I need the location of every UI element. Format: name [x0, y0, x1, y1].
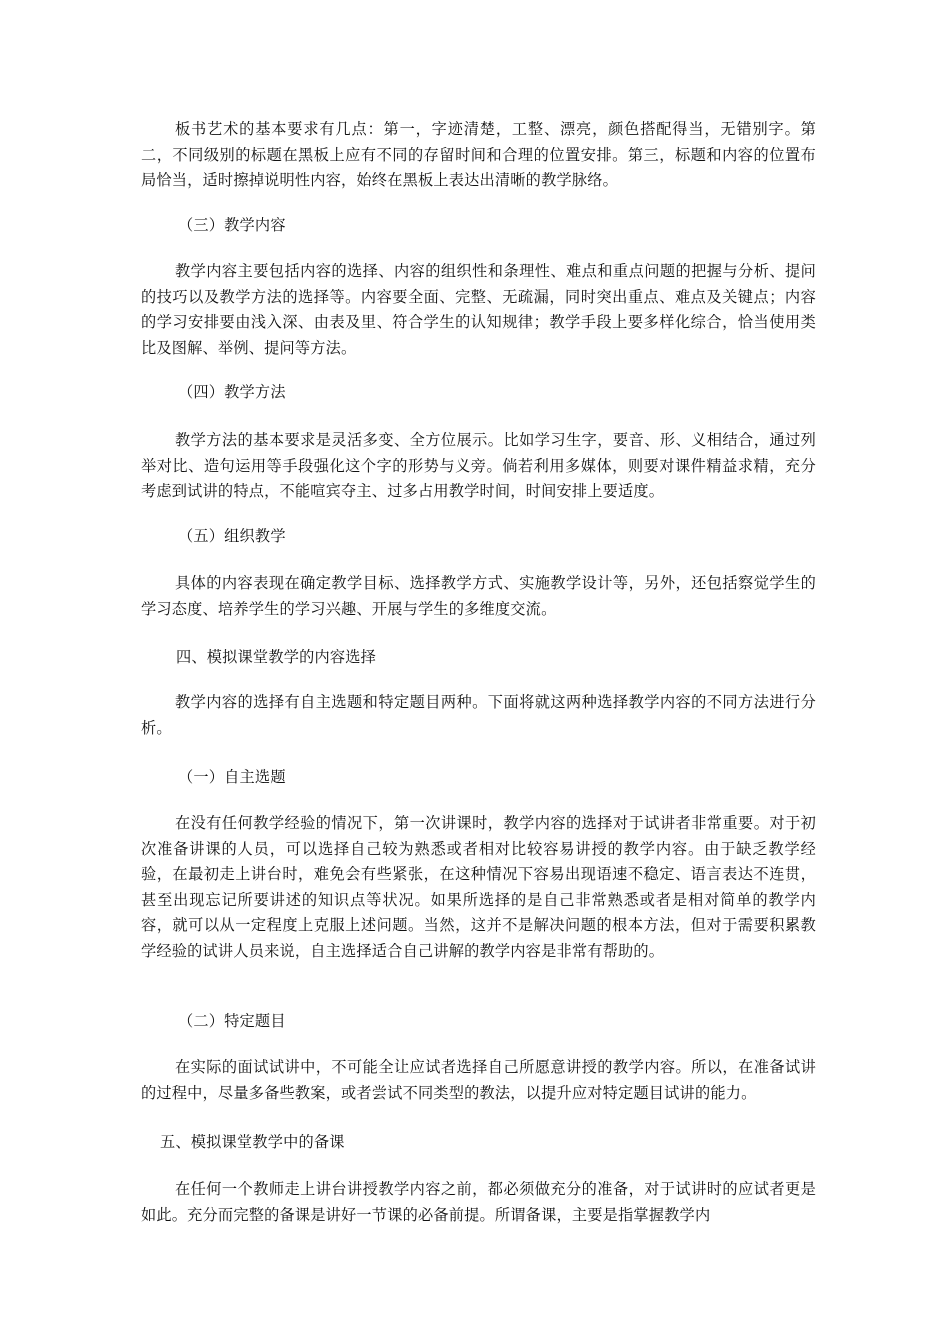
- paragraph-blackboard-requirements: 板书艺术的基本要求有几点：第一，字迹清楚，工整、漂亮，颜色搭配得当，无错别字。第二，不同级别的标题在黑板上应有不同的存留时间和合理的位置安排。第三，标题和内容的位置布局恰当，适时擦掉说明性内容，始终在黑板上表达出清晰的教学脉络。: [141, 120, 816, 189]
- paragraph-content-selection: 教学内容的选择有自主选题和特定题目两种。下面将就这两种选择教学内容的不同方法进行分析。: [141, 693, 816, 737]
- paragraph-self-selected-topic: 在没有任何教学经验的情况下，第一次讲课时，教学内容的选择对于试讲者非常重要。对于初次准备讲课的人员，可以选择自己较为熟悉或者相对比较容易讲授的教学内容。由于缺乏教学经验，在最初走上讲台时，难免会有些紧张，在这种情况下容易出现语速不稳定、语言表达不连贯，甚至出现忘记所要讲述的知识点等状况。如果所选择的是自己非常熟悉或者是相对简单的教学内容，就可以从一定程度上克服上述问题。当然，这并不是解决问题的根本方法，但对于需要积累教学经验的试讲人员来说，自主选择适合自己讲解的教学内容是非常有帮助的。: [141, 814, 816, 960]
- heading-teaching-method: （四）教学方法: [178, 383, 286, 401]
- paragraph-lesson-preparation: 在任何一个教师走上讲台讲授教学内容之前，都必须做充分的准备，对于试讲时的应试者更是如此。充分而完整的备课是讲好一节课的必备前提。所谓备课，主要是指掌握教学内: [141, 1180, 816, 1224]
- paragraph-specific-topic: 在实际的面试试讲中，不可能全让应试者选择自己所愿意讲授的教学内容。所以，在准备试讲的过程中，尽量多备些教案，或者尝试不同类型的教法，以提升应对特定题目试讲的能力。: [141, 1058, 816, 1102]
- heading-organize-teaching: （五）组织教学: [178, 527, 286, 545]
- heading-section-four: 四、模拟课堂教学的内容选择: [176, 648, 377, 666]
- heading-self-selected-topic: （一）自主选题: [178, 768, 286, 786]
- heading-teaching-content: （三）教学内容: [178, 216, 286, 234]
- paragraph-organize-teaching: 具体的内容表现在确定教学目标、选择教学方式、实施教学设计等，另外，还包括察觉学生的学习态度、培养学生的学习兴趣、开展与学生的多维度交流。: [141, 574, 816, 618]
- paragraph-teaching-content: 教学内容主要包括内容的选择、内容的组织性和条理性、难点和重点问题的把握与分析、提问的技巧以及教学方法的选择等。内容要全面、完整、无疏漏，同时突出重点、难点及关键点；内容的学习安排要由浅入深、由表及里、符合学生的认知规律；教学手段上要多样化综合，恰当使用类比及图解、举例、提问等方法。: [141, 262, 816, 357]
- heading-section-five: 五、模拟课堂教学中的备课: [160, 1133, 345, 1151]
- paragraph-teaching-method: 教学方法的基本要求是灵活多变、全方位展示。比如学习生字，要音、形、义相结合，通过列举对比、造句运用等手段强化这个字的形势与义旁。倘若利用多媒体，则要对课件精益求精，充分考虑到试讲的特点，不能喧宾夺主、过多占用教学时间，时间安排上要适度。: [141, 431, 816, 500]
- heading-specific-topic: （二）特定题目: [178, 1012, 286, 1030]
